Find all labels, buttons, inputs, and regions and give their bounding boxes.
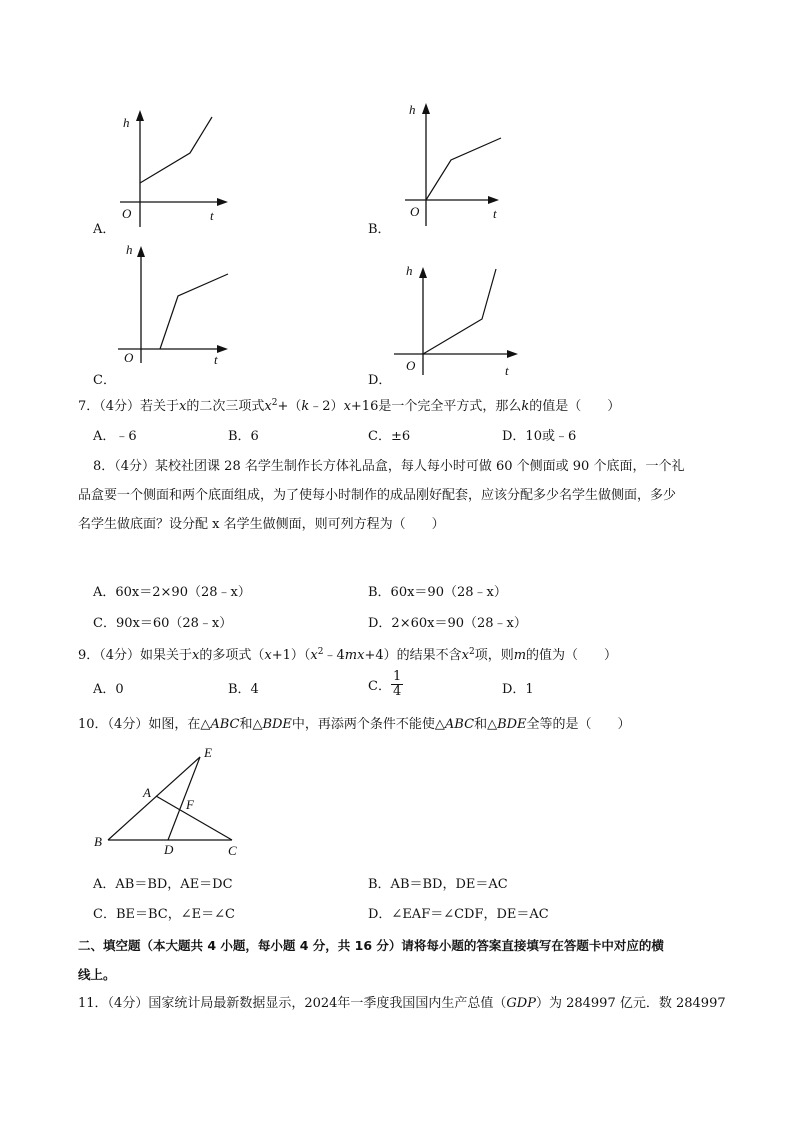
graph-a [100,105,240,235]
question-8-line-1: 8．（4分）某校社团课 28 名学生制作长方体礼品盒，每人每小时可做 60 个侧面或 90 个底面，一个礼 [93,459,685,474]
label-E: E [204,745,212,760]
graph-c-origin: O [124,350,134,365]
question-10: 10．（4分）如图，在△ABC和△BDE中，再添两个条件不能使△ABC和△BDE全等的是（ ） [78,717,631,732]
q8-option-b: B．60x＝90（28﹣x） [368,585,507,600]
graph-b-origin: O [410,204,420,219]
graph-b-curve [426,138,501,200]
q9-option-a: A．0 [93,682,124,697]
section-2-heading-cont: 线上。 [78,967,116,982]
section-2-heading: 二、填空题（本大题共 4 小题，每小题 4 分，共 16 分）请将每小题的答案直接填写在答题卡中对应的横 [78,938,664,953]
q8-option-c: C．90x＝60（28﹣x） [93,616,233,631]
q8-option-d: D．2×60x＝90（28﹣x） [368,616,527,631]
graph-a-x-label: t [210,208,214,223]
question-11: 11．（4分）国家统计局最新数据显示，2024年一季度我国国内生产总值（GDP）为 284997 亿元．数 284997 [78,996,726,1011]
graph-c-letter: C． [93,373,116,388]
graph-c-y-arrow [137,246,145,257]
question-8-line-3: 名学生做底面？设分配 x 名学生做侧面，则可列方程为（ ） [78,517,445,532]
q9-option-b: B．4 [228,682,259,697]
graph-d-curve [423,269,496,354]
graph-c-x-arrow [217,345,228,353]
segment-AC [156,796,232,840]
graph-a-origin: O [122,206,132,221]
label-D: D [164,842,174,857]
graph-d-x-arrow [507,350,518,358]
q8-option-a: A．60x＝2×90（28﹣x） [93,585,251,600]
q10-option-d: D．∠EAF＝∠CDF，DE＝AC [368,907,549,922]
graph-a-x-arrow [217,198,228,206]
graph-c-curve [160,274,228,349]
graph-d-letter: D． [368,373,392,388]
graph-a-curve [140,117,212,183]
graph-b-y-label: h [409,102,416,117]
graph-b-letter: B． [368,222,391,237]
graph-d-y-arrow [419,267,427,278]
q7-option-a: A．﹣6 [93,429,137,444]
graph-b-x-label: t [493,206,497,221]
graph-d-origin: O [406,358,416,373]
graph-a-y-label: h [123,115,130,130]
graph-b-y-arrow [422,103,430,114]
question-8-line-2: 品盒要一个侧面和两个底面组成，为了使每小时制作的成品刚好配套，应该分配多少名学生做侧面，多少 [78,488,677,503]
q7-option-c: C．±6 [368,429,411,444]
graph-c [110,238,250,368]
q9-option-d: D．1 [502,682,534,697]
graph-b-x-arrow [488,196,499,204]
q9-option-c: C． $\frac{1}{4}$ [368,669,402,699]
label-F: F [186,797,194,812]
graph-d [390,245,530,375]
triangle-figure [88,742,253,862]
label-C: C [228,843,237,858]
question-9: 9．（4分）如果关于x的多项式$(x+1)(x^2﹣4mx+4)$的结果不含$x^2$项，则m的值为（ ） [78,647,618,663]
graph-d-y-label: h [406,263,413,278]
graph-a-letter: A． [93,222,116,237]
graph-b [385,98,525,228]
q10-option-a: A．AB＝BD，AE＝DC [93,877,233,892]
fraction-one-quarter: $\frac{1}{4}$ [392,669,402,699]
graph-c-x-label: t [214,352,218,367]
q7-option-d: D．10或﹣6 [502,429,577,444]
question-7: 7．（4分）若关于x的二次三项式$x^2+(k﹣2)x+16$是一个完全平方式，那么k的值是（ ） [78,398,621,414]
segment-DE [168,757,200,840]
label-B: B [94,834,102,849]
q10-option-b: B．AB＝BD，DE＝AC [368,877,508,892]
graph-a-y-arrow [136,110,144,121]
q10-option-c: C．BE＝BC，∠E＝∠C [93,907,235,922]
q7-option-b: B．6 [228,429,259,444]
label-A: A [143,785,151,800]
graph-c-y-label: h [126,242,133,257]
graph-d-x-label: t [505,363,509,375]
